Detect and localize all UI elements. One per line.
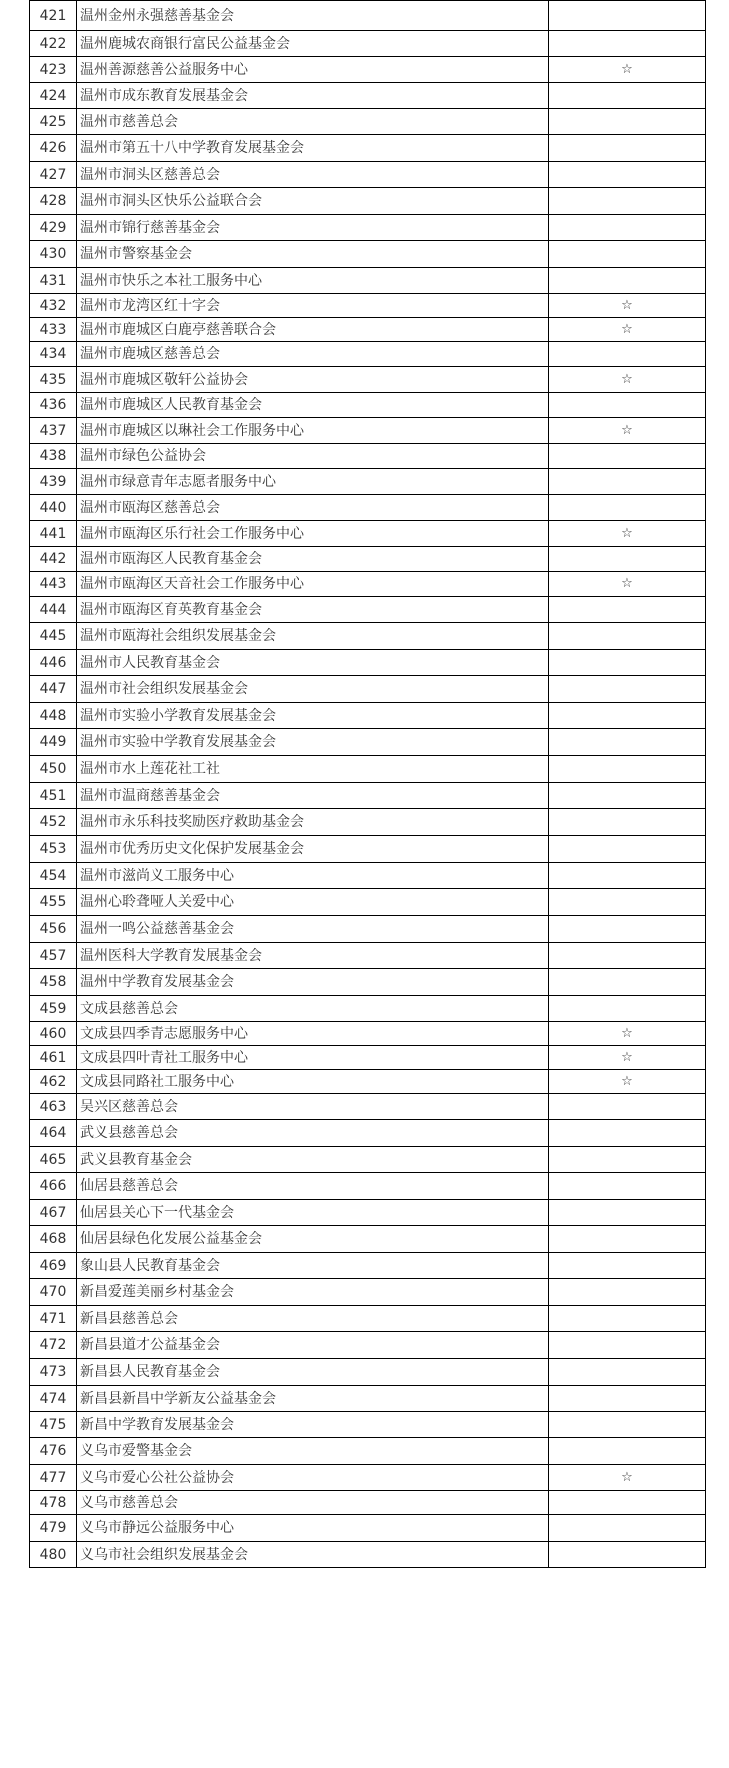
star-mark-cell: ☆ <box>549 572 706 597</box>
table-row <box>30 572 706 597</box>
row-number-cell: 460 <box>30 1022 77 1046</box>
star-mark-cell <box>549 1306 706 1332</box>
row-number-cell: 455 <box>30 889 77 916</box>
table-row <box>30 729 706 756</box>
row-number-cell: 477 <box>30 1465 77 1491</box>
organization-name-cell: 武义县教育基金会 <box>77 1147 549 1173</box>
star-mark-cell <box>549 809 706 836</box>
table-row <box>30 1022 706 1046</box>
organization-name-cell: 新昌县人民教育基金会 <box>77 1359 549 1386</box>
organization-table-body <box>30 1 706 1568</box>
table-row <box>30 623 706 650</box>
organization-name-cell: 新昌县道才公益基金会 <box>77 1332 549 1359</box>
star-mark-cell: ☆ <box>549 1070 706 1094</box>
row-number-cell: 463 <box>30 1094 77 1120</box>
organization-name-cell: 温州市第五十八中学教育发展基金会 <box>77 135 549 162</box>
star-mark-cell <box>549 1173 706 1200</box>
row-number-cell: 457 <box>30 943 77 969</box>
star-mark-cell <box>549 650 706 676</box>
star-mark-cell <box>549 1200 706 1226</box>
star-mark-cell <box>549 1515 706 1542</box>
row-number-cell: 474 <box>30 1386 77 1412</box>
table-row <box>30 294 706 318</box>
row-number-cell: 454 <box>30 863 77 889</box>
table-row <box>30 703 706 729</box>
star-mark-cell <box>549 703 706 729</box>
row-number-cell: 459 <box>30 996 77 1022</box>
star-mark-cell <box>549 268 706 294</box>
row-number-cell: 432 <box>30 294 77 318</box>
row-number-cell: 470 <box>30 1279 77 1306</box>
organization-name-cell: 温州市人民教育基金会 <box>77 650 549 676</box>
organization-name-cell: 温州医科大学教育发展基金会 <box>77 943 549 969</box>
table-row <box>30 1491 706 1515</box>
organization-name-cell: 新昌县新昌中学新友公益基金会 <box>77 1386 549 1412</box>
organization-name-cell: 文成县同路社工服务中心 <box>77 1070 549 1094</box>
organization-name-cell: 温州市瓯海区育英教育基金会 <box>77 597 549 623</box>
star-mark-cell <box>549 1412 706 1438</box>
star-mark-cell <box>549 444 706 469</box>
row-number-cell: 441 <box>30 521 77 547</box>
table-row <box>30 135 706 162</box>
row-number-cell: 430 <box>30 241 77 268</box>
row-number-cell: 423 <box>30 57 77 83</box>
star-mark-cell <box>549 241 706 268</box>
row-number-cell: 458 <box>30 969 77 996</box>
row-number-cell: 439 <box>30 469 77 495</box>
organization-name-cell: 温州市永乐科技奖励医疗救助基金会 <box>77 809 549 836</box>
row-number-cell: 421 <box>30 1 77 31</box>
organization-name-cell: 象山县人民教育基金会 <box>77 1253 549 1279</box>
organization-name-cell: 温州鹿城农商银行富民公益基金会 <box>77 31 549 57</box>
organization-name-cell: 温州市锦行慈善基金会 <box>77 215 549 241</box>
star-mark-cell <box>549 1359 706 1386</box>
star-mark-cell: ☆ <box>549 418 706 444</box>
table-row <box>30 863 706 889</box>
row-number-cell: 467 <box>30 1200 77 1226</box>
table-row <box>30 650 706 676</box>
organization-name-cell: 温州市成东教育发展基金会 <box>77 83 549 109</box>
row-number-cell: 438 <box>30 444 77 469</box>
row-number-cell: 446 <box>30 650 77 676</box>
star-mark-cell <box>549 393 706 418</box>
organization-name-cell: 温州市瓯海区天音社会工作服务中心 <box>77 572 549 597</box>
organization-name-cell: 温州市瓯海社会组织发展基金会 <box>77 623 549 650</box>
organization-name-cell: 义乌市慈善总会 <box>77 1491 549 1515</box>
organization-name-cell: 温州市鹿城区人民教育基金会 <box>77 393 549 418</box>
table-row <box>30 1173 706 1200</box>
row-number-cell: 422 <box>30 31 77 57</box>
star-mark-cell <box>549 1253 706 1279</box>
organization-name-cell: 温州市优秀历史文化保护发展基金会 <box>77 836 549 863</box>
organization-name-cell: 温州一鸣公益慈善基金会 <box>77 916 549 943</box>
organization-name-cell: 温州金州永强慈善基金会 <box>77 1 549 31</box>
star-mark-cell <box>549 162 706 188</box>
table-row <box>30 418 706 444</box>
organization-name-cell: 仙居县关心下一代基金会 <box>77 1200 549 1226</box>
table-row <box>30 393 706 418</box>
star-mark-cell: ☆ <box>549 521 706 547</box>
organization-name-cell: 温州市洞头区快乐公益联合会 <box>77 188 549 215</box>
organization-name-cell: 温州市龙湾区红十字会 <box>77 294 549 318</box>
row-number-cell: 440 <box>30 495 77 521</box>
organization-name-cell: 温州市警察基金会 <box>77 241 549 268</box>
star-mark-cell <box>549 215 706 241</box>
row-number-cell: 461 <box>30 1046 77 1070</box>
star-mark-cell <box>549 547 706 572</box>
star-mark-cell: ☆ <box>549 318 706 342</box>
table-row <box>30 521 706 547</box>
row-number-cell: 428 <box>30 188 77 215</box>
star-mark-cell: ☆ <box>549 1046 706 1070</box>
star-mark-cell <box>549 1120 706 1147</box>
row-number-cell: 448 <box>30 703 77 729</box>
table-row <box>30 1 706 31</box>
organization-name-cell: 温州市瓯海区人民教育基金会 <box>77 547 549 572</box>
row-number-cell: 465 <box>30 1147 77 1173</box>
star-mark-cell <box>549 188 706 215</box>
table-row <box>30 1515 706 1542</box>
table-row <box>30 1306 706 1332</box>
table-row <box>30 1147 706 1173</box>
organization-name-cell: 温州市水上莲花社工社 <box>77 756 549 783</box>
table-row <box>30 109 706 135</box>
row-number-cell: 462 <box>30 1070 77 1094</box>
organization-name-cell: 温州市实验小学教育发展基金会 <box>77 703 549 729</box>
star-mark-cell <box>549 943 706 969</box>
table-row <box>30 342 706 367</box>
row-number-cell: 443 <box>30 572 77 597</box>
row-number-cell: 425 <box>30 109 77 135</box>
organization-name-cell: 温州市绿色公益协会 <box>77 444 549 469</box>
row-number-cell: 434 <box>30 342 77 367</box>
row-number-cell: 469 <box>30 1253 77 1279</box>
organization-name-cell: 新昌中学教育发展基金会 <box>77 1412 549 1438</box>
organization-name-cell: 温州市绿意青年志愿者服务中心 <box>77 469 549 495</box>
star-mark-cell <box>549 783 706 809</box>
table-row <box>30 783 706 809</box>
organization-name-cell: 温州市快乐之本社工服务中心 <box>77 268 549 294</box>
organization-name-cell: 文成县慈善总会 <box>77 996 549 1022</box>
row-number-cell: 449 <box>30 729 77 756</box>
organization-name-cell: 义乌市爱警基金会 <box>77 1438 549 1465</box>
organization-name-cell: 温州心聆聋哑人关爱中心 <box>77 889 549 916</box>
table-row <box>30 318 706 342</box>
star-mark-cell: ☆ <box>549 57 706 83</box>
table-row <box>30 1120 706 1147</box>
table-row <box>30 31 706 57</box>
table-row <box>30 916 706 943</box>
star-mark-cell <box>549 756 706 783</box>
organization-name-cell: 温州中学教育发展基金会 <box>77 969 549 996</box>
organization-name-cell: 吴兴区慈善总会 <box>77 1094 549 1120</box>
table-row <box>30 162 706 188</box>
table-row <box>30 367 706 393</box>
table-row <box>30 1226 706 1253</box>
table-row <box>30 57 706 83</box>
organization-name-cell: 新昌爱莲美丽乡村基金会 <box>77 1279 549 1306</box>
table-row <box>30 469 706 495</box>
organization-name-cell: 温州市社会组织发展基金会 <box>77 676 549 703</box>
organization-name-cell: 温州市瓯海区慈善总会 <box>77 495 549 521</box>
table-row <box>30 495 706 521</box>
star-mark-cell <box>549 1491 706 1515</box>
table-row <box>30 889 706 916</box>
star-mark-cell <box>549 1279 706 1306</box>
organization-name-cell: 义乌市爱心公社公益协会 <box>77 1465 549 1491</box>
star-mark-cell <box>549 597 706 623</box>
row-number-cell: 480 <box>30 1542 77 1568</box>
organization-name-cell: 新昌县慈善总会 <box>77 1306 549 1332</box>
table-row <box>30 597 706 623</box>
table-row <box>30 83 706 109</box>
row-number-cell: 450 <box>30 756 77 783</box>
row-number-cell: 445 <box>30 623 77 650</box>
star-mark-cell <box>549 469 706 495</box>
row-number-cell: 476 <box>30 1438 77 1465</box>
star-mark-cell <box>549 31 706 57</box>
table-row <box>30 943 706 969</box>
row-number-cell: 479 <box>30 1515 77 1542</box>
star-mark-cell <box>549 109 706 135</box>
star-mark-cell <box>549 1094 706 1120</box>
row-number-cell: 442 <box>30 547 77 572</box>
star-mark-cell <box>549 1332 706 1359</box>
table-row <box>30 809 706 836</box>
star-mark-cell <box>549 83 706 109</box>
organization-name-cell: 温州市鹿城区敬轩公益协会 <box>77 367 549 393</box>
star-mark-cell <box>549 916 706 943</box>
star-mark-cell <box>549 1386 706 1412</box>
table-row <box>30 996 706 1022</box>
star-mark-cell <box>549 863 706 889</box>
star-mark-cell <box>549 889 706 916</box>
table-row <box>30 969 706 996</box>
organization-name-cell: 温州市瓯海区乐行社会工作服务中心 <box>77 521 549 547</box>
star-mark-cell <box>549 969 706 996</box>
organization-name-cell: 温州市温商慈善基金会 <box>77 783 549 809</box>
organization-name-cell: 温州市洞头区慈善总会 <box>77 162 549 188</box>
row-number-cell: 437 <box>30 418 77 444</box>
table-row <box>30 676 706 703</box>
table-row <box>30 836 706 863</box>
organization-name-cell: 温州市鹿城区慈善总会 <box>77 342 549 367</box>
star-mark-cell <box>549 1438 706 1465</box>
organization-name-cell: 文成县四叶青社工服务中心 <box>77 1046 549 1070</box>
star-mark-cell <box>549 996 706 1022</box>
row-number-cell: 447 <box>30 676 77 703</box>
organization-name-cell: 武义县慈善总会 <box>77 1120 549 1147</box>
star-mark-cell <box>549 1542 706 1568</box>
row-number-cell: 435 <box>30 367 77 393</box>
organization-list-sheet <box>29 0 705 1568</box>
row-number-cell: 453 <box>30 836 77 863</box>
row-number-cell: 452 <box>30 809 77 836</box>
organization-name-cell: 温州市滋尚义工服务中心 <box>77 863 549 889</box>
row-number-cell: 472 <box>30 1332 77 1359</box>
star-mark-cell <box>549 342 706 367</box>
table-row <box>30 1200 706 1226</box>
table-row <box>30 241 706 268</box>
row-number-cell: 478 <box>30 1491 77 1515</box>
star-mark-cell: ☆ <box>549 294 706 318</box>
star-mark-cell <box>549 623 706 650</box>
row-number-cell: 475 <box>30 1412 77 1438</box>
row-number-cell: 468 <box>30 1226 77 1253</box>
table-row <box>30 1438 706 1465</box>
organization-name-cell: 义乌市社会组织发展基金会 <box>77 1542 549 1568</box>
row-number-cell: 426 <box>30 135 77 162</box>
organization-name-cell: 仙居县绿色化发展公益基金会 <box>77 1226 549 1253</box>
table-row <box>30 1253 706 1279</box>
table-row <box>30 1094 706 1120</box>
table-row <box>30 1386 706 1412</box>
table-row <box>30 756 706 783</box>
table-row <box>30 1070 706 1094</box>
star-mark-cell <box>549 729 706 756</box>
table-row <box>30 547 706 572</box>
star-mark-cell: ☆ <box>549 1465 706 1491</box>
row-number-cell: 464 <box>30 1120 77 1147</box>
star-mark-cell: ☆ <box>549 367 706 393</box>
organization-name-cell: 温州市实验中学教育发展基金会 <box>77 729 549 756</box>
row-number-cell: 456 <box>30 916 77 943</box>
star-mark-cell <box>549 1147 706 1173</box>
row-number-cell: 424 <box>30 83 77 109</box>
table-row <box>30 215 706 241</box>
table-row <box>30 1279 706 1306</box>
star-mark-cell <box>549 1226 706 1253</box>
row-number-cell: 471 <box>30 1306 77 1332</box>
row-number-cell: 427 <box>30 162 77 188</box>
table-row <box>30 1412 706 1438</box>
table-row <box>30 188 706 215</box>
row-number-cell: 431 <box>30 268 77 294</box>
table-row <box>30 1542 706 1568</box>
row-number-cell: 436 <box>30 393 77 418</box>
organization-name-cell: 仙居县慈善总会 <box>77 1173 549 1200</box>
organization-name-cell: 文成县四季青志愿服务中心 <box>77 1022 549 1046</box>
star-mark-cell <box>549 836 706 863</box>
organization-table <box>29 0 706 1568</box>
organization-name-cell: 温州善源慈善公益服务中心 <box>77 57 549 83</box>
star-mark-cell <box>549 495 706 521</box>
table-row <box>30 1332 706 1359</box>
star-mark-cell <box>549 1 706 31</box>
row-number-cell: 466 <box>30 1173 77 1200</box>
star-mark-cell: ☆ <box>549 1022 706 1046</box>
organization-name-cell: 温州市鹿城区白鹿亭慈善联合会 <box>77 318 549 342</box>
row-number-cell: 473 <box>30 1359 77 1386</box>
table-row <box>30 1359 706 1386</box>
row-number-cell: 451 <box>30 783 77 809</box>
row-number-cell: 444 <box>30 597 77 623</box>
organization-name-cell: 义乌市静远公益服务中心 <box>77 1515 549 1542</box>
table-row <box>30 1046 706 1070</box>
row-number-cell: 433 <box>30 318 77 342</box>
table-row <box>30 268 706 294</box>
table-row <box>30 444 706 469</box>
table-row <box>30 1465 706 1491</box>
organization-name-cell: 温州市鹿城区以琳社会工作服务中心 <box>77 418 549 444</box>
star-mark-cell <box>549 676 706 703</box>
organization-name-cell: 温州市慈善总会 <box>77 109 549 135</box>
star-mark-cell <box>549 135 706 162</box>
row-number-cell: 429 <box>30 215 77 241</box>
